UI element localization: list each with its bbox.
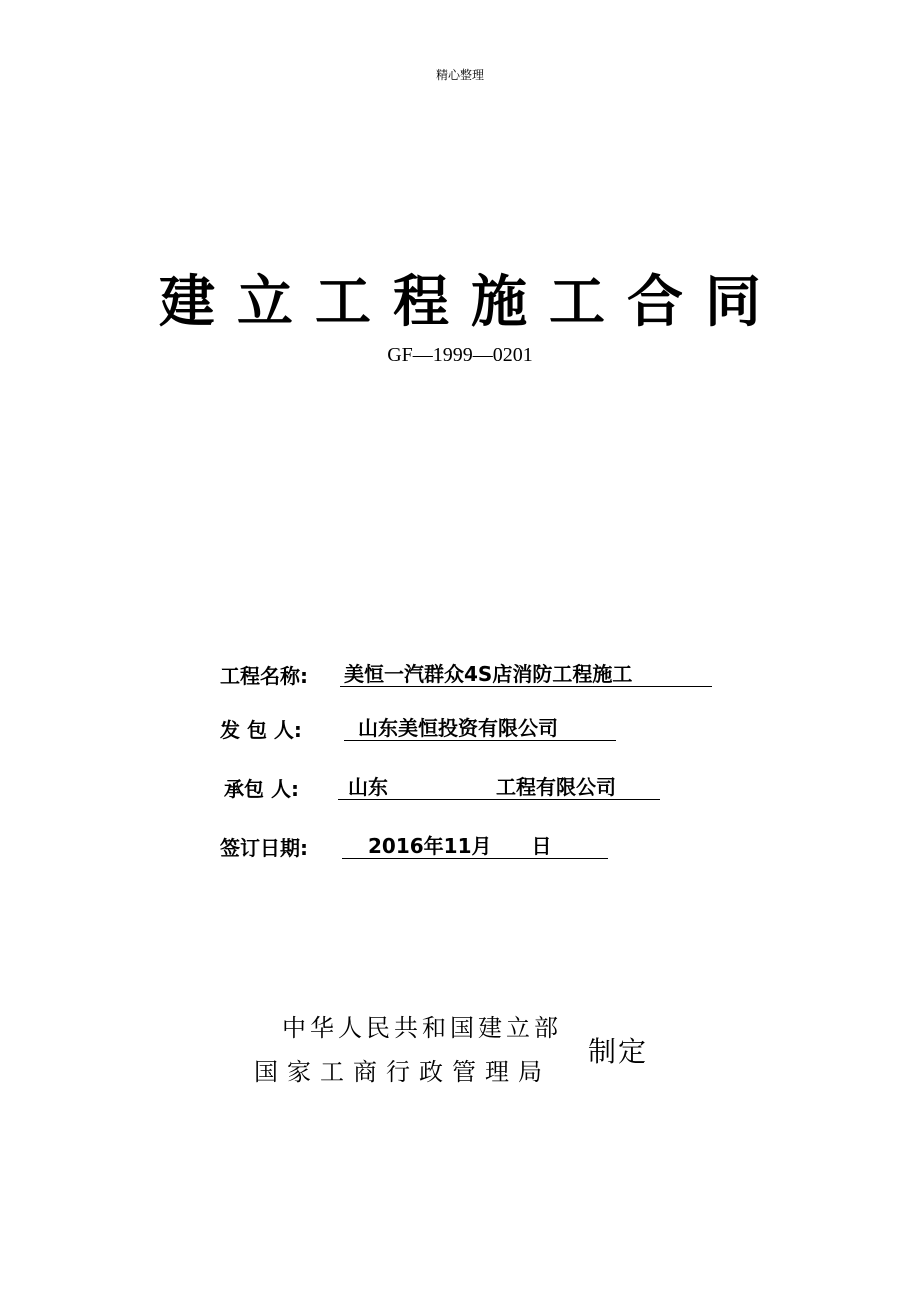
contractor-value xyxy=(338,775,660,800)
employer-value xyxy=(344,716,616,741)
header-note: 精心整理 xyxy=(435,68,484,82)
contract-title: 建立工程施工合同 xyxy=(159,270,783,335)
date-text-right: 日 xyxy=(531,834,552,858)
contractor-text-right: 工程有限公司 xyxy=(496,775,616,799)
project-name-text: 美恒一汽群众4S店消防工程施工 xyxy=(344,662,633,686)
employer-text: 山东美恒投资有限公司 xyxy=(358,716,558,740)
made-by-label: 制定 xyxy=(588,1035,649,1068)
project-name-value xyxy=(340,662,712,687)
date-value xyxy=(342,834,608,859)
contractor-text-left: 山东 xyxy=(348,775,388,799)
date-text-left: 2016年11月 xyxy=(368,834,492,858)
issuer-administration: 国家工商行政管理局 xyxy=(254,1058,551,1086)
contract-code: GF—1999—0201 xyxy=(387,344,533,366)
date-label: 签订日期: xyxy=(220,836,308,860)
project-name-label: 工程名称: xyxy=(220,664,308,688)
employer-label: 发 包 人: xyxy=(220,718,302,742)
issuer-ministry: 中华人民共和国建立部 xyxy=(282,1014,562,1042)
contractor-label: 承包 人: xyxy=(224,777,299,801)
